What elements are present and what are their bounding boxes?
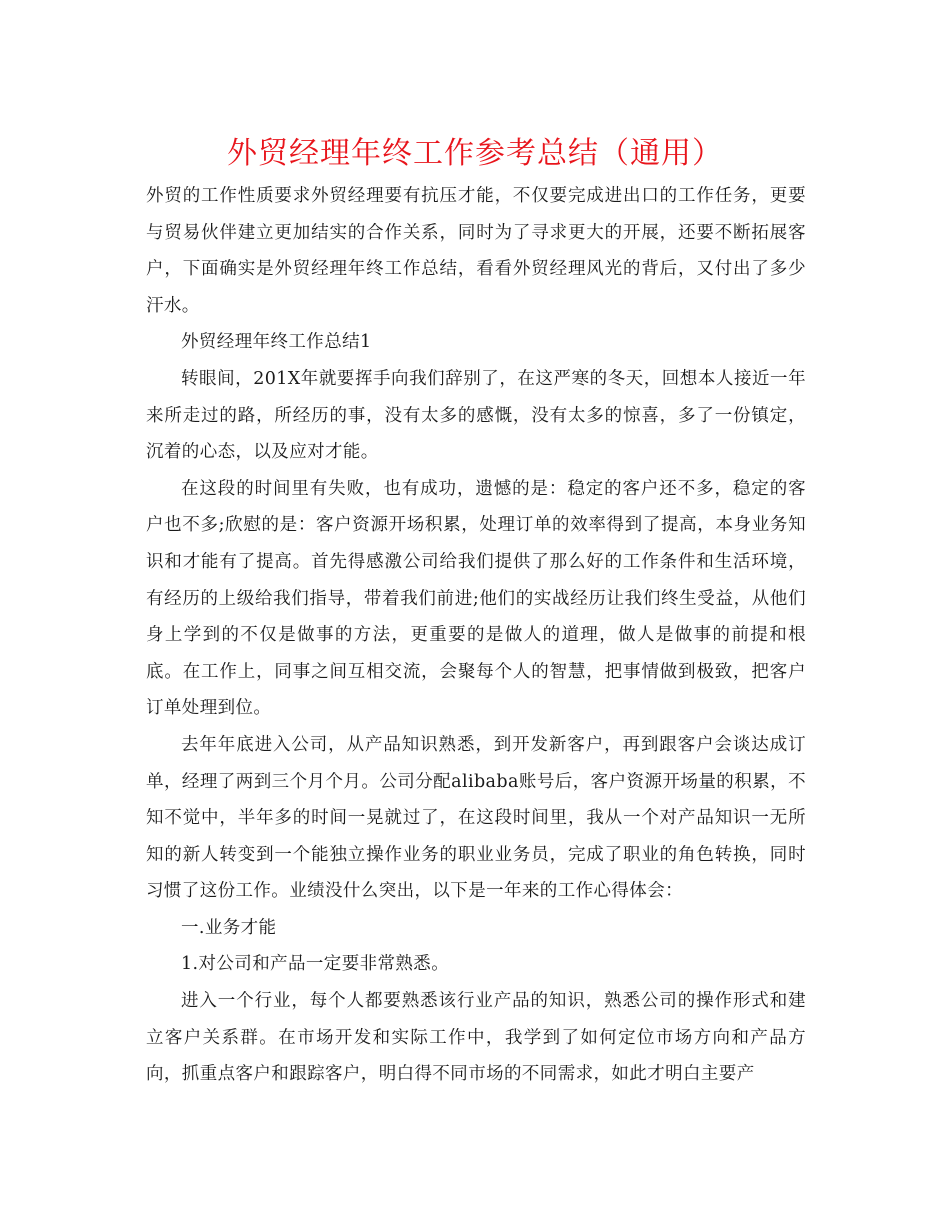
section-heading-summary-1: 外贸经理年终工作总结1 [181, 332, 372, 353]
document-title: 外贸经理年终工作参考总结（通用） [227, 136, 723, 171]
paragraph: 在这段的时间里有失败，也有成功，遗憾的是：稳定的客户还不多，稳定的客户也不多;欣慰的是：客户资源开场积累，处理订单的效率得到了提高，本身业务知识和才能有了提高。首先得感激公司给我们提供了那么好的工作条件和生活环境，有经历的上级给我们指导，带着我们前进;他们的实战经历让我们终生受益，从他们身上学到的不仅是做事的方法，更重要的是做人的道理，做人是做事的前提和根底。在工作上，同事之间互相交流，会聚每个人的智慧，把事情做到极致，把客户订单处理到位。 [146, 478, 806, 719]
section-heading-business-ability: 一.业务才能 [181, 917, 277, 938]
paragraph: 进入一个行业，每个人都要熟悉该行业产品的知识，熟悉公司的操作形式和建立客户关系群。在市场开发和实际工作中，我学到了如何定位市场方向和产品方向，抓重点客户和跟踪客户，明白得不同市场的不同需求，如此才明白主要产 [146, 991, 806, 1085]
document-body [146, 178, 806, 1093]
subheading-know-company-products: 1.对公司和产品一定要非常熟悉。 [181, 954, 450, 975]
paragraph-intro: 外贸的工作性质要求外贸经理要有抗压才能，不仅要完成进出口的工作任务，更要与贸易伙伴建立更加结实的合作关系，同时为了寻求更大的开展，还要不断拓展客户，下面确实是外贸经理年终工作总结，看看外贸经理风光的背后，又付出了多少汗水。 [146, 186, 806, 316]
paragraph: 转眼间，201X年就要挥手向我们辞别了，在这严寒的冬天，回想本人接近一年来所走过的路，所经历的事，没有太多的感慨，没有太多的惊喜，多了一份镇定，沉着的心态，以及应对才能。 [146, 368, 806, 463]
paragraph: 去年年底进入公司，从产品知识熟悉，到开发新客户，再到跟客户会谈达成订单，经理了两到三个月个月。公司分配alibaba账号后，客户资源开场量的积累，不知不觉中，半年多的时间一晃就过了，在这段时间里，我从一个对产品知识一无所知的新人转变到一个能独立操作业务的职业业务员，完成了职业的角色转换，同时习惯了这份工作。业绩没什么突出，以下是一年来的工作心得体会： [146, 734, 806, 902]
